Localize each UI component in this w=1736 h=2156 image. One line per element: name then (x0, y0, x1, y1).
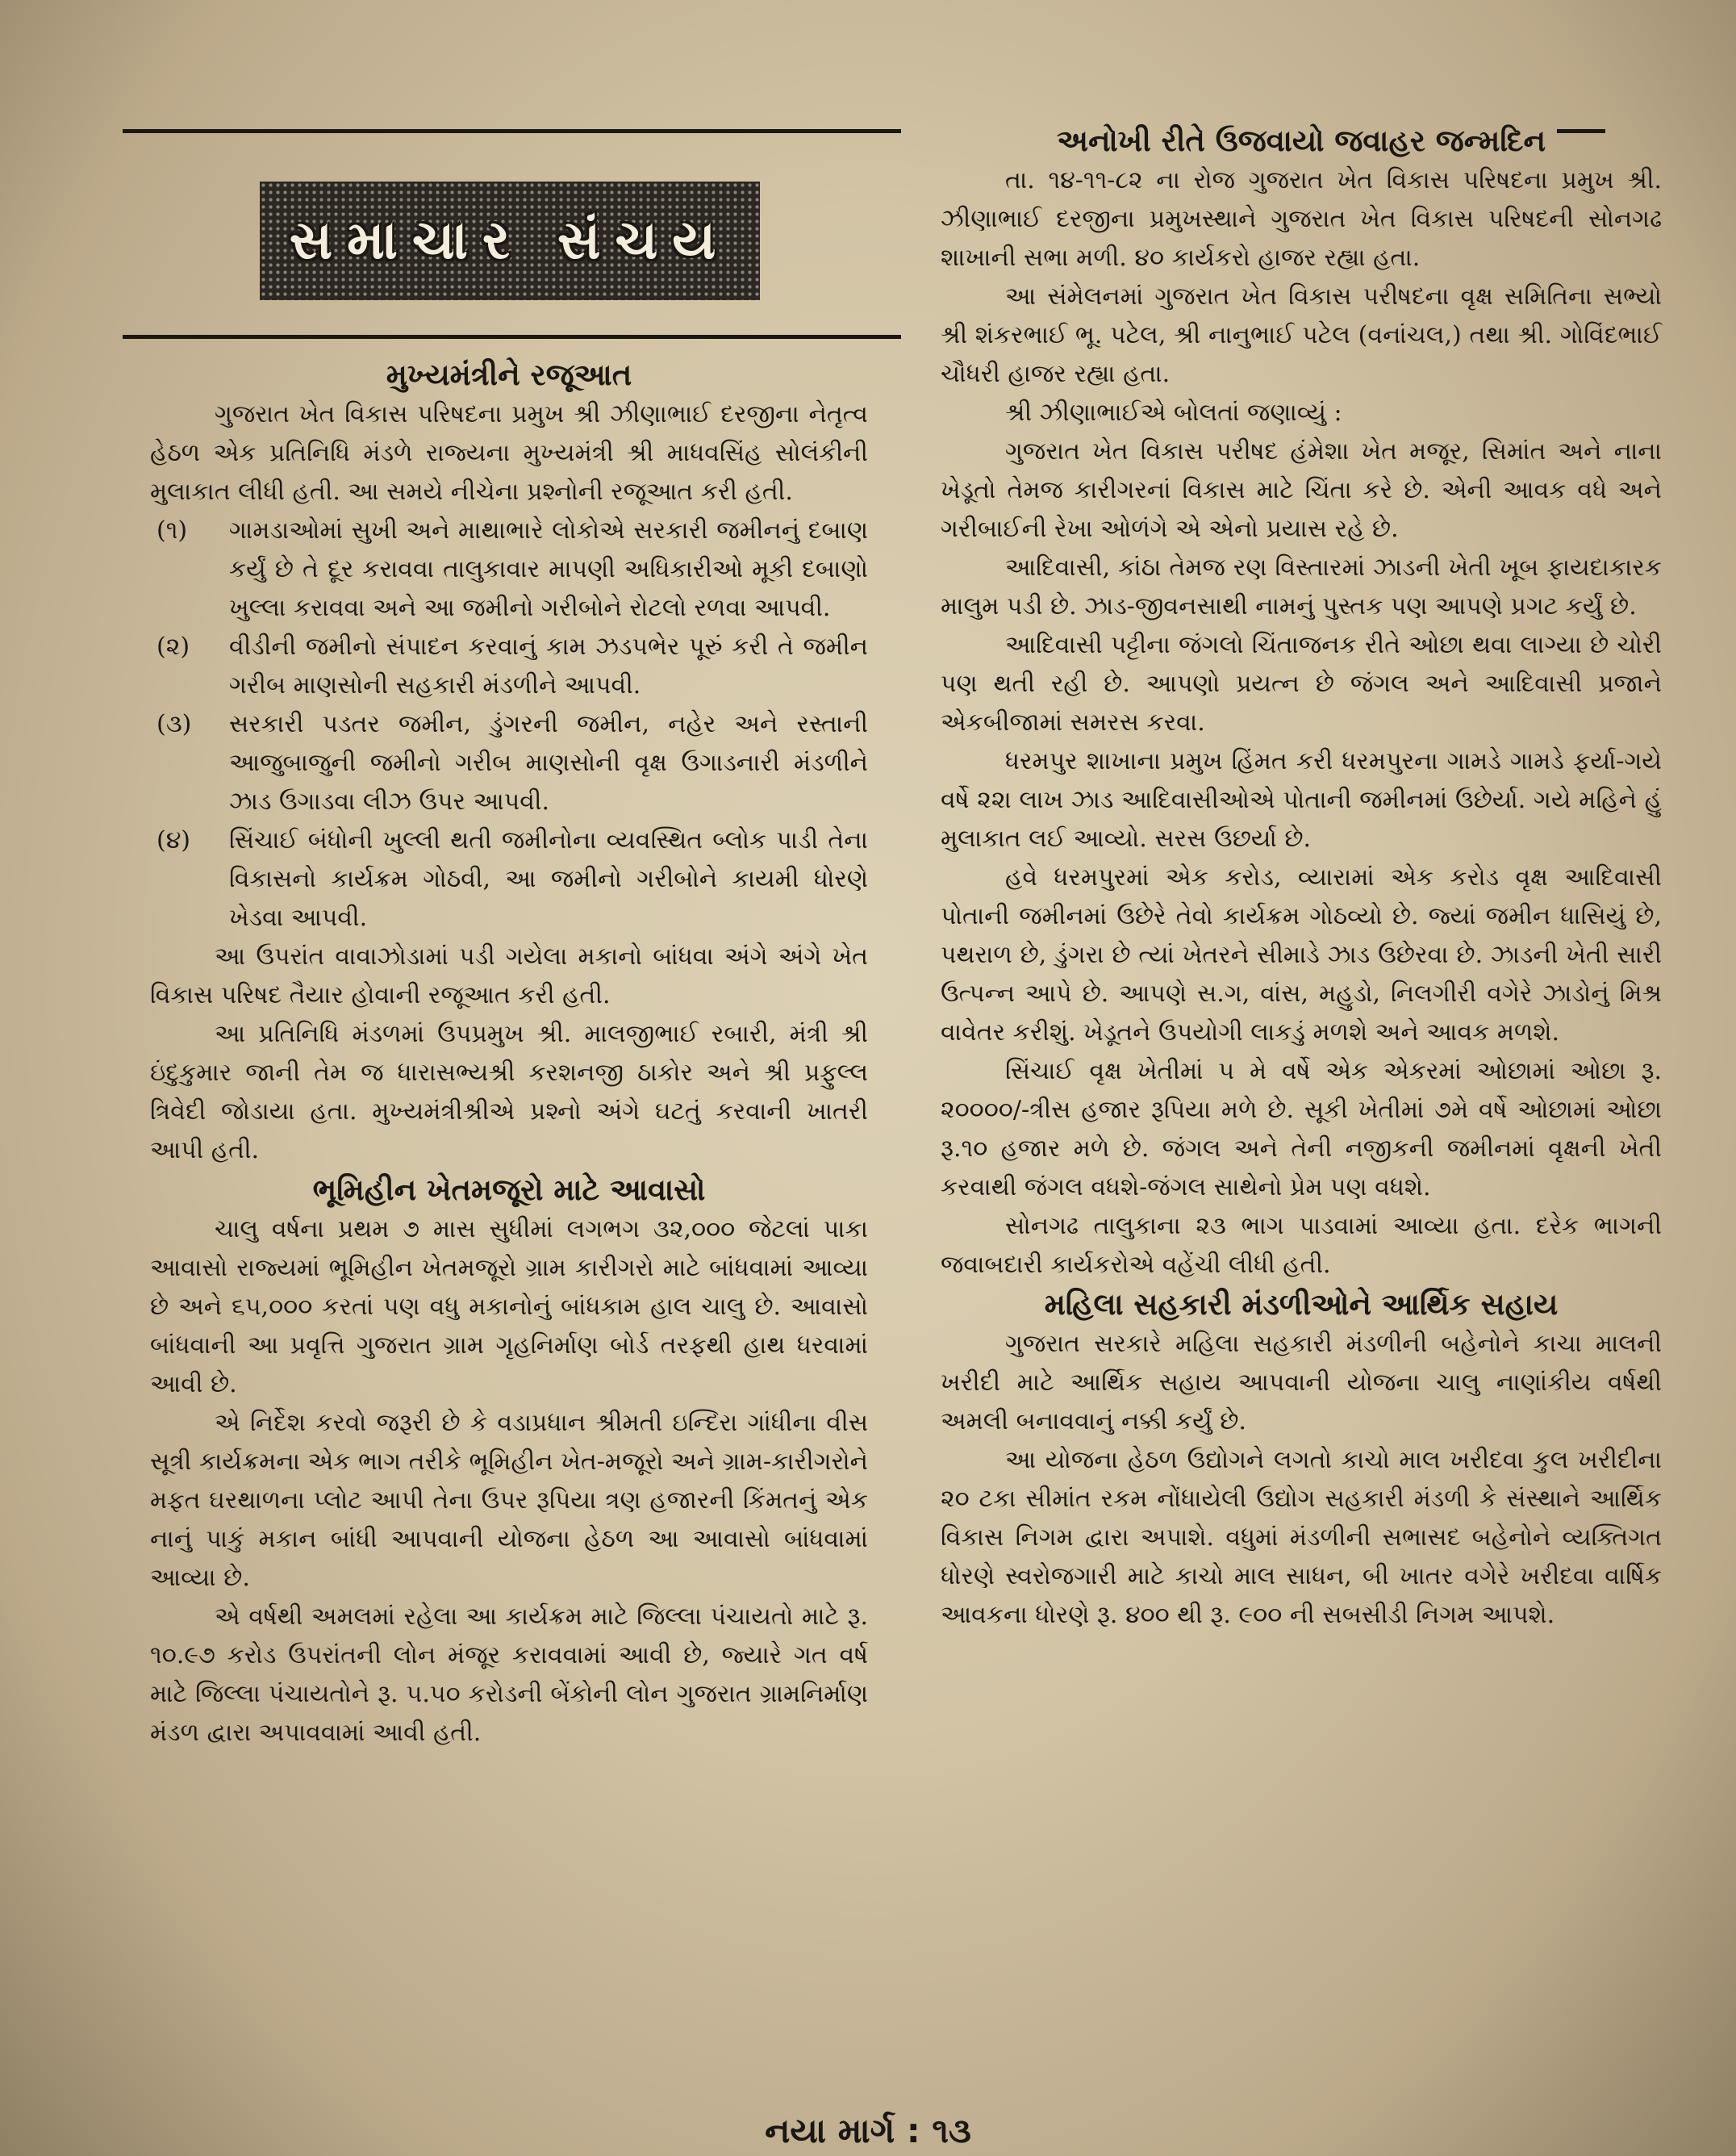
heading-jawahar-birthday: અનોખી રીતે ઉજવાયો જવાહર જન્મદિન (1056, 123, 1546, 158)
banner-title: સમાચાર સંચય (289, 209, 731, 271)
paragraph: આ પ્રતિનિધિ મંડળમાં ઉપપ્રમુખ શ્રી. માલજીભાઈ રબારી, મંત્રી શ્રી ઇંદુકુમાર જાની તેમ જ ધારાસભ્યશ્રી કરશનજી ઠાકોર અને શ્રી પ્રફુલ્લ ત્રિવેદી જોડાયા હતા. મુખ્યમંત્રીશ્રીએ પ્રશ્નો અંગે ઘટતું કરવાની ખાતરી આપી હતી. (150, 1020, 868, 1164)
top-rule-left (123, 129, 901, 133)
paragraph: હવે ધરમપુરમાં એક કરોડ, વ્યારામાં એક કરોડ વૃક્ષ આદિવાસી પોતાની જમીનમાં ઉછેરે તેવો કાર્યક્રમ ગોઠવ્યો છે. જ્યાં જમીન ધાસિયું છે, પથરાળ છે, ડુંગરા છે ત્યાં ખેતરને સીમાડે ઝાડ ઉછેરવા છે. ઝાડની ખેતી સારી ઉત્પન્ન આપે છે. આપણે સ.ગ, વાંસ, મહુડો, નિલગીરી વગેરે ઝાડોનું મિશ્ર વાવેતર કરીશું. ખેડૂતને ઉપયોગી લાકડું મળશે અને આવક મળશે. (941, 863, 1662, 1047)
banner-bottom-rule (123, 335, 901, 339)
paragraph: તા. ૧૪-૧૧-૮૨ ના રોજ ગુજરાત ખેત વિકાસ પરિષદના પ્રમુખ શ્રી. ઝીણાભાઈ દરજીના પ્રમુખસ્થાને ગુજરાત ખેત વિકાસ પરિષદની સોનગઢ શાખાની સભા મળી. ૪૦ કાર્યકરો હાજર રહ્યા હતા. (941, 166, 1662, 272)
list-text: સિંચાઈ બંધોની ખુલ્લી થતી જમીનોના વ્યવસ્થિત બ્લોક પાડી તેના વિકાસનો કાર્યક્રમ ગોઠવી, આ જમીનો ગરીબોને કાયમી ધોરણે ખેડવા આપવી. (229, 826, 868, 932)
paragraph: એ નિર્દેશ કરવો જરૂરી છે કે વડાપ્રધાન શ્રીમતી ઇન્દિરા ગાંધીના વીસ સૂત્રી કાર્યક્રમના એક ભાગ તરીકે ભૂમિહીન ખેત-મજૂરો અને ગ્રામ-કારીગરોને મફત ઘરથાળના પ્લોટ આપી તેના ઉપર રૂપિયા ત્રણ હજારની કિંમતનું એક નાનું પાકું મકાન બાંધી આપવાની યોજના હેઠળ આ આવાસો બાંધવામાં આવ્યા છે. (150, 1409, 868, 1592)
heading-cm-representation: મુખ્યમંત્રીને રજૂઆત (386, 357, 632, 392)
heading-women-cooperatives: મહિલા સહકારી મંડળીઓને આર્થિક સહાય (1044, 1287, 1559, 1322)
list-item (150, 512, 868, 628)
list-number: (૪) (156, 826, 191, 854)
list-item (150, 628, 868, 705)
paragraph: આ યોજના હેઠળ ઉદ્યોગને લગતો કાચો માલ ખરીદવા કુલ ખરીદીના ૨૦ ટકા સીમાંત રકમ નોંધાયેલી ઉદ્યોગ સહકારી મંડળી કે સંસ્થાને આર્થિક વિકાસ નિગમ દ્વારા અપાશે. વધુમાં મંડળીની સભાસદ બહેનોને વ્યક્તિગત ધોરણે સ્વરોજગારી માટે કાચો માલ સાધન, બી ખાતર વગેરે ખરીદવા વાર્ષિક આવકના ધોરણે રૂ. ૪૦૦ થી રૂ. ૯૦૦ ની સબસીડી નિગમ આપશે. (941, 1446, 1662, 1629)
list-text: સરકારી પડતર જમીન, ડુંગરની જમીન, નહેર અને રસ્તાની આજુબાજુની જમીનો ગરીબ માણસોની વૃક્ષ ઉગાડનારી મંડળીને ઝાડ ઉગાડવા લીઝ ઉપર આપવી. (229, 710, 868, 816)
paragraph: આ ઉપરાંત વાવાઝોડામાં પડી ગયેલા મકાનો બાંધવા અંગે અંગે ખેત વિકાસ પરિષદ તૈયાર હોવાની રજૂઆત કરી હતી. (150, 942, 868, 1009)
paragraph: આદિવાસી, કાંઠા તેમજ રણ વિસ્તારમાં ઝાડની ખેતી ખૂબ ફાયદાકારક માલુમ પડી છે. ઝાડ-જીવનસાથી નામનું પુસ્તક પણ આપણે પ્રગટ કર્યું છે. (941, 554, 1662, 620)
paragraph: શ્રી ઝીણાભાઈએ બોલતાં જણાવ્યું : (1005, 399, 1342, 427)
heading-landless-housing: ભૂમિહીન ખેતમજૂરો માટે આવાસો (312, 1172, 706, 1207)
list-text: ગામડાઓમાં સુખી અને માથાભારે લોકોએ સરકારી જમીનનું દબાણ કર્યું છે તે દૂર કરાવવા તાલુકાવાર માપણી અધિકારીઓ મૂકી દબાણો ખુલ્લા કરાવવા અને આ જમીનો ગરીબોને રોટલો રળવા આપવી. (229, 516, 868, 622)
list-number: (૩) (156, 710, 192, 738)
paragraph: આદિવાસી પટ્ટીના જંગલો ચિંતાજનક રીતે ઓછા થવા લાગ્યા છે ચોરી પણ થતી રહી છે. આપણો પ્રયત્ન છે જંગલ અને આદિવાસી પ્રજાને એકબીજામાં સમરસ કરવા. (941, 631, 1662, 737)
page-footer: નયા માર્ગ : ૧૩ (765, 2111, 971, 2150)
paragraph: સિંચાઈ વૃક્ષ ખેતીમાં ૫ મે વર્ષે એક એકરમાં ઓછામાં ઓછા રૂ. ૨૦૦૦૦/-ત્રીસ હજાર રૂપિયા મળે છે. સૂકી ખેતીમાં ૭મે વર્ષે ઓછામાં ઓછા રૂ.૧૦ હજાર મળે છે. જંગલ અને તેની નજીકની જમીનમાં વૃક્ષની ખેતી કરવાથી જંગલ વધશે-જંગલ સાથેનો પ્રેમ પણ વધશે. (941, 1057, 1662, 1201)
paragraph: એ વર્ષથી અમલમાં રહેલા આ કાર્યક્રમ માટે જિલ્લા પંચાયતો માટે રૂ. ૧૦.૯૭ કરોડ ઉપરાંતની લોન મંજૂર કરાવવામાં આવી છે, જ્યારે ગત વર્ષ માટે જિલ્લા પંચાયતોને રૂ. ૫.૫૦ કરોડની બેંકોની લોન ગુજરાત ગ્રામનિર્માણ મંડળ દ્વારા અપાવવામાં આવી હતી. (150, 1602, 868, 1747)
list-number: (૨) (156, 633, 190, 661)
paragraph: સોનગઢ તાલુકાના ૨૩ ભાગ પાડવામાં આવ્યા હતા. દરેક ભાગની જવાબદારી કાર્યકરોએ વહેંચી લીધી હતી. (941, 1212, 1662, 1279)
paragraph: આ સંમેલનમાં ગુજરાત ખેત વિકાસ પરીષદના વૃક્ષ સમિતિના સભ્યો શ્રી શંકરભાઈ ભૂ. પટેલ, શ્રી નાનુભાઈ પટેલ (વનાંચલ,) તથા શ્રી. ગોવિંદભાઈ ચૌધરી હાજર રહ્યા હતા. (941, 282, 1662, 388)
list-text: વીડીની જમીનો સંપાદન કરવાનું કામ ઝડપભેર પૂરું કરી તે જમીન ગરીબ માણસોની સહકારી મંડળીને આપવી. (229, 633, 868, 700)
paragraph: ચાલુ વર્ષના પ્રથમ ૭ માસ સુધીમાં લગભગ ૩૨,૦૦૦ જેટલાં પાકા આવાસો રાજ્યમાં ભૂમિહીન ખેતમજૂરો ગ્રામ કારીગરો માટે બાંધવામાં આવ્યા છે અને ૬૫,૦૦૦ કરતાં પણ વધુ મકાનોનું બાંધકામ હાલ ચાલુ છે. આવાસો બાંધવાની આ પ્રવૃત્તિ ગુજરાત ગ્રામ ગૃહનિર્માણ બોર્ડ તરફથી હાથ ધરવામાં આવી છે. (150, 1215, 868, 1398)
list-item (150, 821, 868, 938)
paragraph: ગુજરાત ખેત વિકાસ પરિષદના પ્રમુખ શ્રી ઝીણાભાઈ દરજીના નેતૃત્વ હેઠળ એક પ્રતિનિધિ મંડળે રાજ્યના મુખ્યમંત્રી શ્રી માધવસિંહ સોલંકીની મુલાકાત લીધી હતી. આ સમયે નીચેના પ્રશ્નોની રજૂઆત કરી હતી. (150, 400, 868, 506)
left-column (150, 355, 868, 1753)
list-item (150, 705, 868, 821)
paragraph: ગુજરાત ખેત વિકાસ પરીષદ હંમેશા ખેત મજૂર, સિમાંત અને નાના ખેડૂતો તેમજ કારીગરનાં વિકાસ માટે ચિંતા કરે છે. એની આવક વધે અને ગરીબાઈની રેખા ઓળંગે એ એનો પ્રયાસ રહે છે. (941, 437, 1662, 543)
paragraph: ધરમપુર શાખાના પ્રમુખ હિંમત કરી ધરમપુરના ગામડે ગામડે ફર્યા-ગયે વર્ષે ૨૨ા લાખ ઝાડ આદિવાસીઓએ પોતાની જમીનમાં ઉછેર્યા. ગયે મહિને હું મુલાકાત લઈ આવ્યો. સરસ ઉછર્યા છે. (941, 747, 1662, 853)
section-banner (260, 182, 760, 300)
list-number: (૧) (156, 516, 188, 545)
paragraph: ગુજરાત સરકારે મહિલા સહકારી મંડળીની બહેનોને કાચા માલની ખરીદી માટે આર્થિક સહાય આપવાની યોજના ચાલુ નાણાંકીય વર્ષથી અમલી બનાવવાનું નક્કી કર્યું છે. (941, 1330, 1662, 1435)
right-column (941, 121, 1662, 1635)
